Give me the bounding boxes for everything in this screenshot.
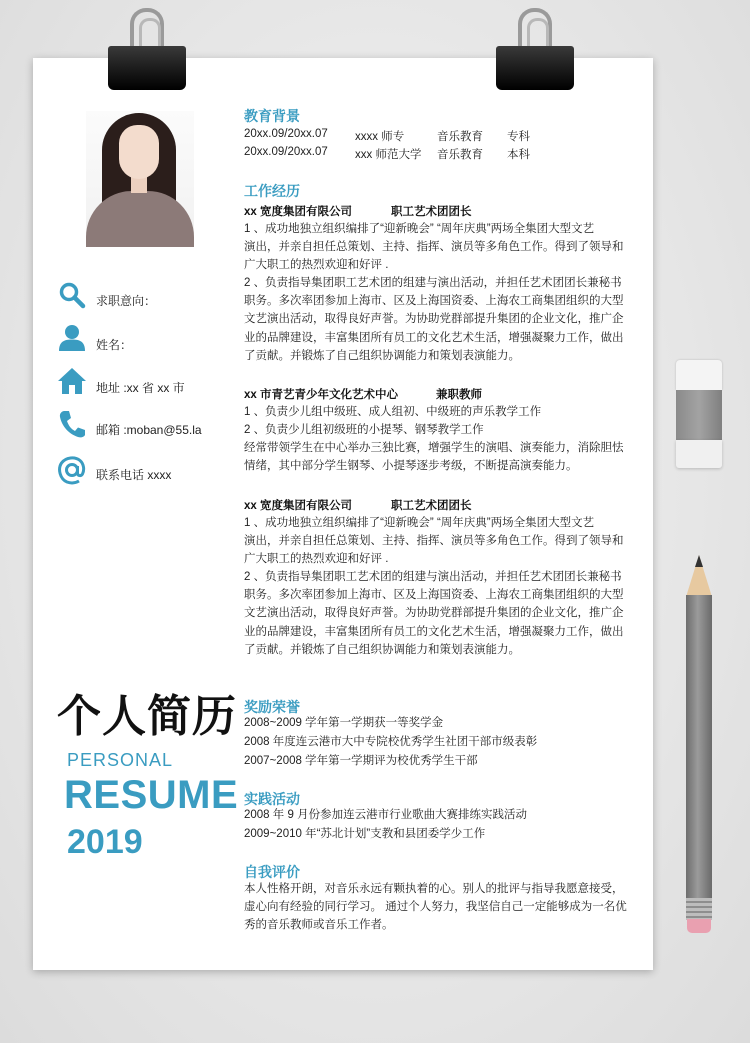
job-line: 业的品牌建设，丰富集团所有员工的文化艺术生活，增强凝聚力工作，做出	[244, 331, 624, 344]
job-company: xx 宽度集团有限公司	[244, 206, 352, 218]
award-item: 2008~2009 学年第一学期获一等奖学金	[244, 717, 444, 729]
job-line: 广大职工的热烈欢迎和好评 .	[244, 259, 389, 272]
self-eval-line: 秀的音乐教师或音乐工作者。	[244, 919, 394, 932]
self-eval-text	[244, 880, 626, 934]
job-line: 演出，并亲自担任总策划、主持、指挥、演员等多角色工作。得到了领导和	[244, 241, 624, 254]
job-line: 职务。多次率团参加上海市、区及上海国资委、上海农工商集团组织的大型	[244, 295, 624, 308]
resume-subtitle-personal: PERSONAL	[67, 750, 174, 770]
job-position: 职工艺术团团长	[391, 500, 472, 512]
education-title: 教育背景	[244, 108, 300, 124]
work-title: 工作经历	[244, 183, 300, 199]
education-period: 20xx.09/20xx.07	[244, 128, 328, 140]
award-item: 2008 年度连云港市大中专院校优秀学生社团干部市级表彰	[244, 736, 538, 748]
job-line: 了贡献。并锻炼了自己组织协调能力和策划表演能力。	[244, 349, 520, 362]
job-company: xx 宽度集团有限公司	[244, 500, 352, 512]
address-label: 地址 :xx 省 xx 市	[96, 381, 185, 395]
resume-year: 2019	[67, 823, 143, 861]
job-line: 业的品牌建设，丰富集团所有员工的文化艺术生活，增强凝聚力工作，做出	[244, 625, 624, 638]
pencil	[686, 555, 716, 945]
job-line: 演出，并亲自担任总策划、主持、指挥、演员等多角色工作。得到了领导和	[244, 535, 624, 548]
self-eval-line: 本人性格开朗，对音乐永远有颗执着的心。别人的批评与指导我愿意接受，	[244, 883, 624, 895]
job-line: 经常带领学生在中心举办三独比赛，增强学生的演唱、演奏能力，消除胆怯	[244, 442, 624, 455]
resume-subtitle-resume: RESUME	[64, 773, 239, 817]
job-description	[244, 514, 626, 659]
job-description	[244, 220, 626, 365]
resume-title-cn: 个人简历	[57, 691, 237, 742]
home-icon	[57, 366, 87, 396]
education-major: 音乐教育	[437, 131, 483, 143]
name-label: 姓名：	[96, 338, 133, 352]
education-major: 音乐教育	[437, 149, 483, 161]
practice-title: 实践活动	[244, 791, 300, 807]
self-eval-title: 自我评价	[244, 864, 300, 880]
job-position: 职工艺术团团长	[391, 206, 472, 218]
email-label: 邮箱 :moban@55.la	[96, 423, 202, 437]
job-description	[244, 403, 626, 475]
award-item: 2007~2008 学年第一学期评为校优秀学生干部	[244, 755, 478, 767]
job-line: 广大职工的热烈欢迎和好评 .	[244, 553, 389, 566]
job-line: 2 、负责少儿组初级班的小提琴、钢琴教学工作	[244, 424, 484, 437]
job-company: xx 市青艺青少年文化艺术中心	[244, 389, 398, 401]
job-line: 了贡献。并锻炼了自己组织协调能力和策划表演能力。	[244, 643, 520, 656]
education-degree: 本科	[507, 149, 530, 161]
profile-photo	[86, 111, 194, 247]
education-period: 20xx.09/20xx.07	[244, 146, 328, 158]
self-eval-line: 虚心向有经验的同行学习。 通过个人努力，我坚信自己一定能够成为一名优	[244, 901, 627, 914]
awards-title: 奖励荣誉	[244, 699, 300, 715]
job-line: 1 、负责少儿组中级班、成人组初、中级班的声乐教学工作	[244, 406, 542, 418]
practice-item: 2008 年 9 月份参加连云港市行业歌曲大赛排练实践活动	[244, 809, 528, 821]
job-line: 文艺演出活动，取得良好声誉。为协助党群部提升集团的企业文化，推广企	[244, 313, 624, 326]
job-line: 2 、负责指导集团职工艺术团的组建与演出活动，并担任艺术团团长兼秘书	[244, 571, 622, 584]
at-icon	[57, 455, 87, 485]
education-school: xxx 师范大学	[355, 149, 422, 161]
job-line: 1 、成功地独立组织编排了“迎新晚会” “周年庆典”两场全集团大型文艺	[244, 517, 595, 529]
education-degree: 专科	[507, 131, 530, 143]
search-icon	[57, 280, 87, 310]
eraser	[672, 360, 750, 470]
binder-clip-left	[108, 8, 188, 93]
education-school: xxxx 师专	[355, 131, 405, 143]
job-line: 1 、成功地独立组织编排了“迎新晚会” “周年庆典”两场全集团大型文艺	[244, 223, 595, 235]
phone-icon	[57, 409, 87, 439]
job-line: 职务。多次率团参加上海市、区及上海国资委、上海农工商集团组织的大型	[244, 589, 624, 602]
phone-label: 联系电话 xxxx	[96, 468, 172, 482]
user-icon	[57, 323, 87, 353]
job-position: 兼职教师	[436, 389, 482, 401]
binder-clip-right	[496, 8, 576, 93]
job-line: 文艺演出活动，取得良好声誉。为协助党群部提升集团的企业文化，推广企	[244, 607, 624, 620]
job-line: 2 、负责指导集团职工艺术团的组建与演出活动，并担任艺术团团长兼秘书	[244, 277, 622, 290]
job-intention-label: 求职意向：	[96, 294, 157, 308]
practice-item: 2009~2010 年“苏北计划”支教和县团委学少工作	[244, 828, 486, 840]
job-line: 情绪，其中部分学生钢琴、小提琴逐步考级，不断提高演奏能力。	[244, 460, 578, 473]
